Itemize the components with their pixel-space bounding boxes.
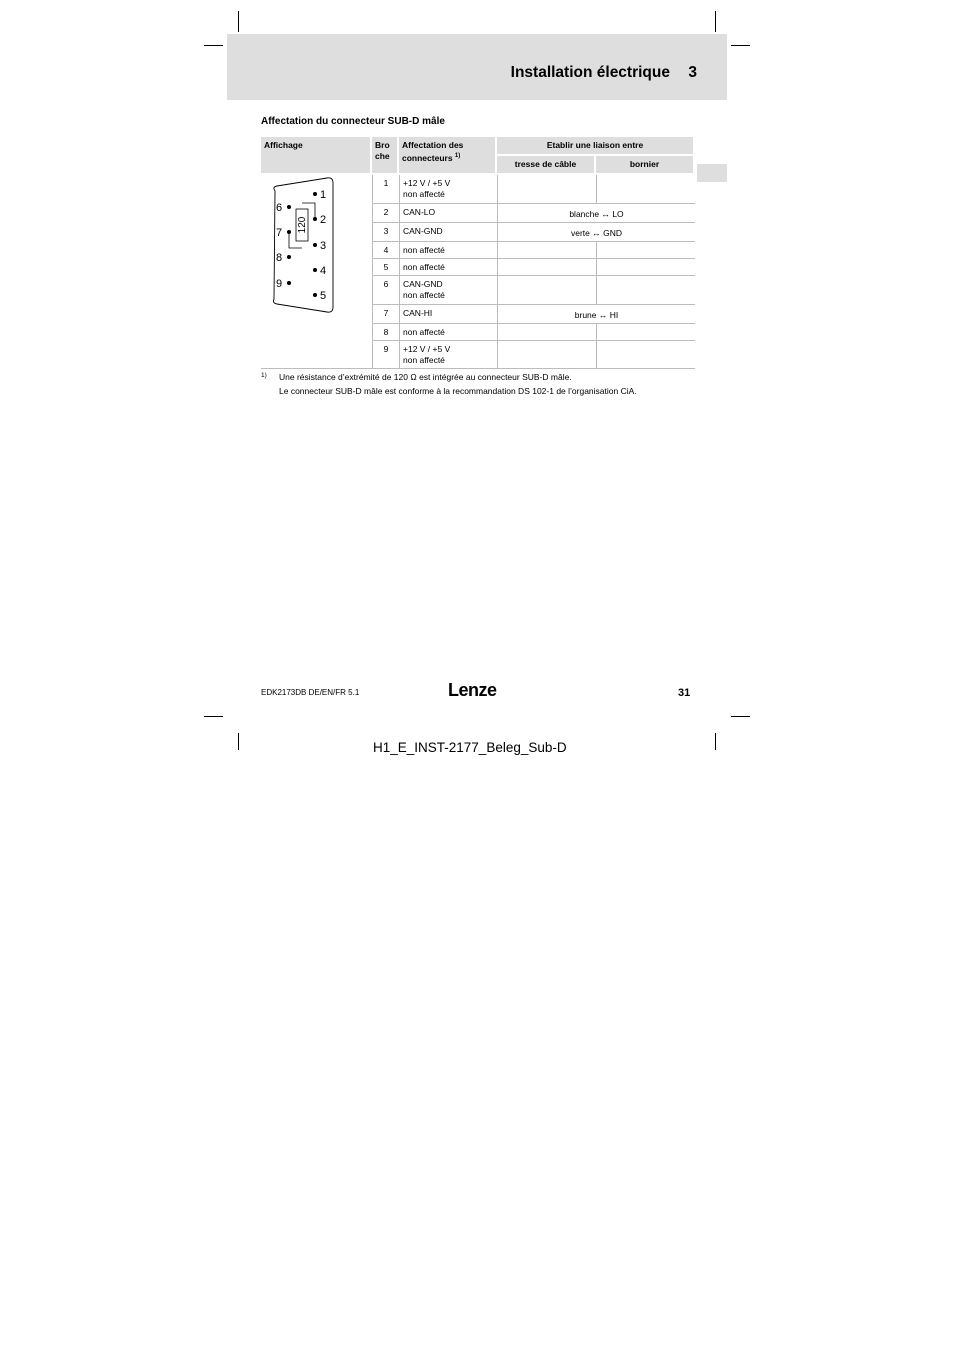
crop-mark [731,716,750,717]
pin-label-5: 5 [320,290,327,302]
header-band [227,34,727,100]
pin-label-3: 3 [320,240,327,252]
pin-label-4: 4 [320,265,327,277]
footnote-line-2: Le connecteur SUB-D mâle est conforme à la recommandation DS 102-1 de l’organisation CiA. [279,386,637,396]
table-row: 5 non affecté [261,259,695,276]
pin-label-9: 9 [276,278,283,290]
chapter-number: 3 [688,64,697,81]
document-id: EDK2173DB DE/EN/FR 5.1 [261,688,360,697]
pin-assignment-table [261,137,695,369]
resistor-label: 120 [297,216,308,234]
crop-mark [238,733,239,750]
header-terminal: bornier [596,156,695,175]
pin-label-1: 1 [320,189,327,201]
table-row: 3 CAN-GND verte ↔ GND [261,223,695,242]
lenze-logo: Lenze [448,680,497,700]
footnote-mark: 1) [261,372,267,379]
header-pin: Bro che [372,137,399,175]
page-number: 31 [678,687,691,699]
table-row: 120 1 2 3 4 5 6 7 8 9 1 +12 V / +5 V non affecté [261,175,695,204]
header-assignment: Affectation des connecteurs $^{1)}$ [399,137,497,175]
table-row: 8 non affecté [261,324,695,341]
crop-mark [715,11,716,32]
header-display: Affichage [261,137,372,175]
header-connect: Etablir une liaison entre [497,137,695,156]
crop-mark [204,716,223,717]
job-label: H1_E_INST-2177_Beleg_Sub-D [373,740,567,755]
crop-mark [731,45,750,46]
chapter-tab [697,164,727,182]
page-title: Installation électrique [510,64,670,81]
header-cable: tresse de câble [497,156,596,175]
pin-label-2: 2 [320,214,327,226]
table-row: 2 CAN-LO blanche ↔ LO [261,204,695,223]
pin-label-6: 6 [276,202,283,214]
crop-mark [204,45,223,46]
section-title: Affectation du connecteur SUB-D mâle [261,116,445,127]
crop-mark [238,11,239,32]
connector-figure-cell [261,175,372,369]
table-row: 7 CAN-HI brune ↔ HI [261,305,695,324]
footnote-line-1: Une résistance d’extrémité de 120 Ω est intégrée au connecteur SUB-D mâle. [279,372,572,382]
table-row: 6 CAN-GND non affecté [261,276,695,305]
sub-d-connector-diagram [261,175,372,367]
table-row: 4 non affecté [261,242,695,259]
table-row: 9 +12 V / +5 V non affecté [261,341,695,369]
pin-label-8: 8 [276,252,283,264]
crop-mark [715,733,716,750]
pin-label-7: 7 [276,227,283,239]
